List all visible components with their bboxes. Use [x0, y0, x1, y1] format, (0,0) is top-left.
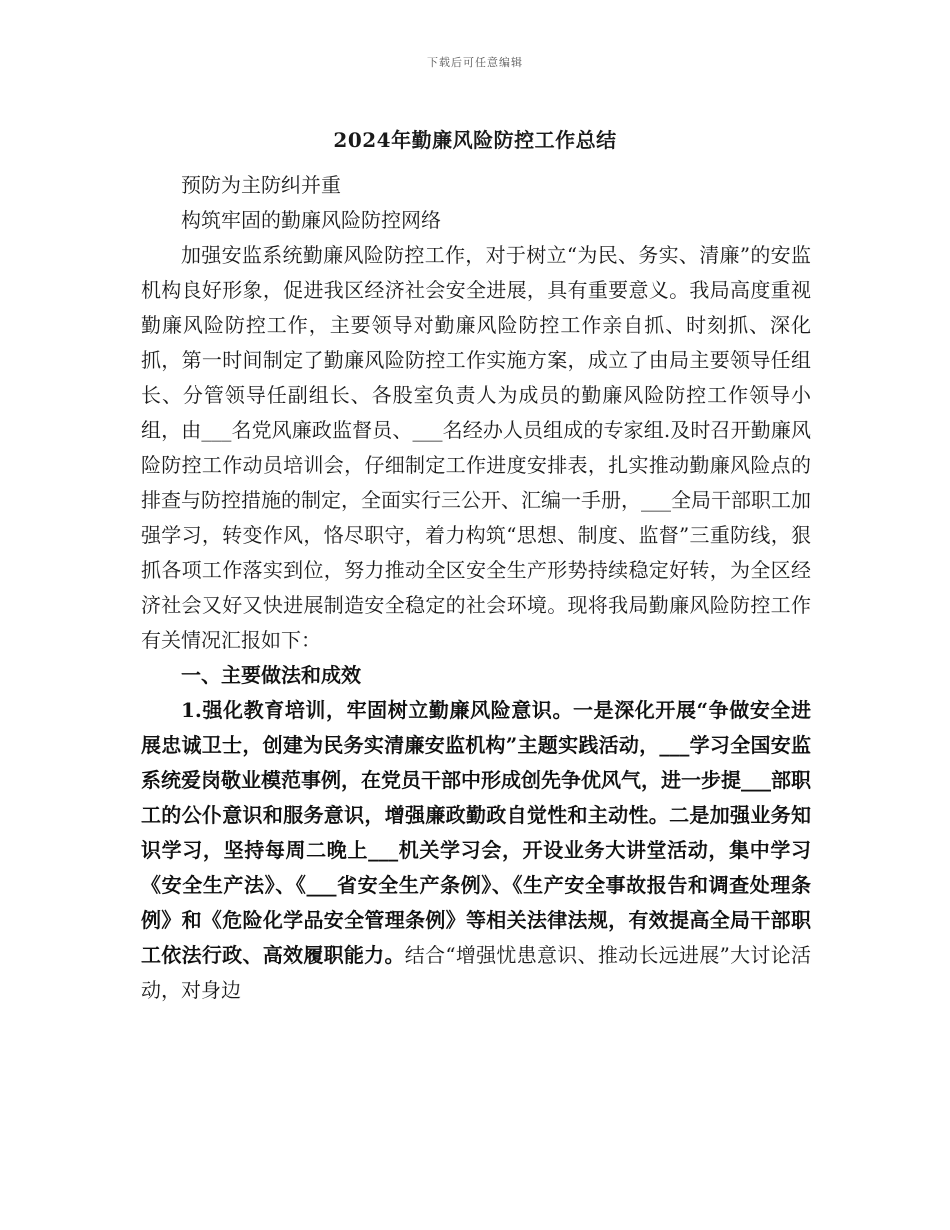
paragraph-bold-text: 1.强化教育培训，牢固树立勤廉风险意识。一是深化开展“争做安全进展忠诚卫士，创建为民务实清廉安监机构”主题实践活动，___学习全国安监系统爱岗敬业模范事例，在党员干部中形成创先争优风气，进一步提___部职工的公仆意识和服务意识，增强廉政勤政自觉性和主动性。二是加强业务知识学习，坚持每周二晚上___机关学习会，开设业务大讲堂活动，集中学习《安全生产法》、《___省安全生产条例》、《生产安全事故报告和调查处理条例》和《危险化学品安全管理条例》等相关法律法规，有效提高全局干部职工依法行政、高效履职能力。 — [141, 698, 811, 967]
subtitle-line-1: 预防为主防纠并重 — [181, 173, 341, 197]
subtitle-line-2: 构筑牢固的勤廉风险防控网络 — [181, 208, 441, 232]
intro-paragraph: 加强安监系统勤廉风险防控工作，对于树立“为民、务实、清廉”的安监机构良好形象，促进我区经济社会安全进展，具有重要意义。我局高度重视勤廉风险防控工作，主要领导对勤廉风险防控工作亲自抓、时刻抓、深化抓，第一时间制定了勤廉风险防控工作实施方案，成立了由局主要领导任组长、分管领导任副组长、各股室负责人为成员的勤廉风险防控工作领导小组，由___名党风廉政监督员、___名经办人员组成的专家组.及时召开勤廉风险防控工作动员培训会，仔细制定工作进度安排表，扎实推动勤廉风险点的排查与防控措施的制定，全面实行三公开、汇编一手册，___全局干部职工加强学习，转变作风，恪尽职守，着力构筑“思想、制度、监督”三重防线，狠抓各项工作落实到位，努力推动全区安全生产形势持续稳定好转，为全区经济社会又好又快进展制造安全稳定的社会环境。现将我局勤廉风险防控工作有关情况汇报如下： — [141, 243, 811, 652]
paragraph-normal-text: 结合“增强忧患意识、推动长远进展”大讨论活动，对身边 — [141, 943, 812, 1002]
document-body — [141, 168, 811, 1008]
section-heading: 一、主要做法和成效 — [181, 663, 361, 687]
page-header-note: 下载后可任意编辑 — [427, 56, 523, 69]
section-paragraph-1 — [141, 693, 811, 1008]
document-title: 2024年勤廉风险防控工作总结 — [333, 128, 617, 152]
